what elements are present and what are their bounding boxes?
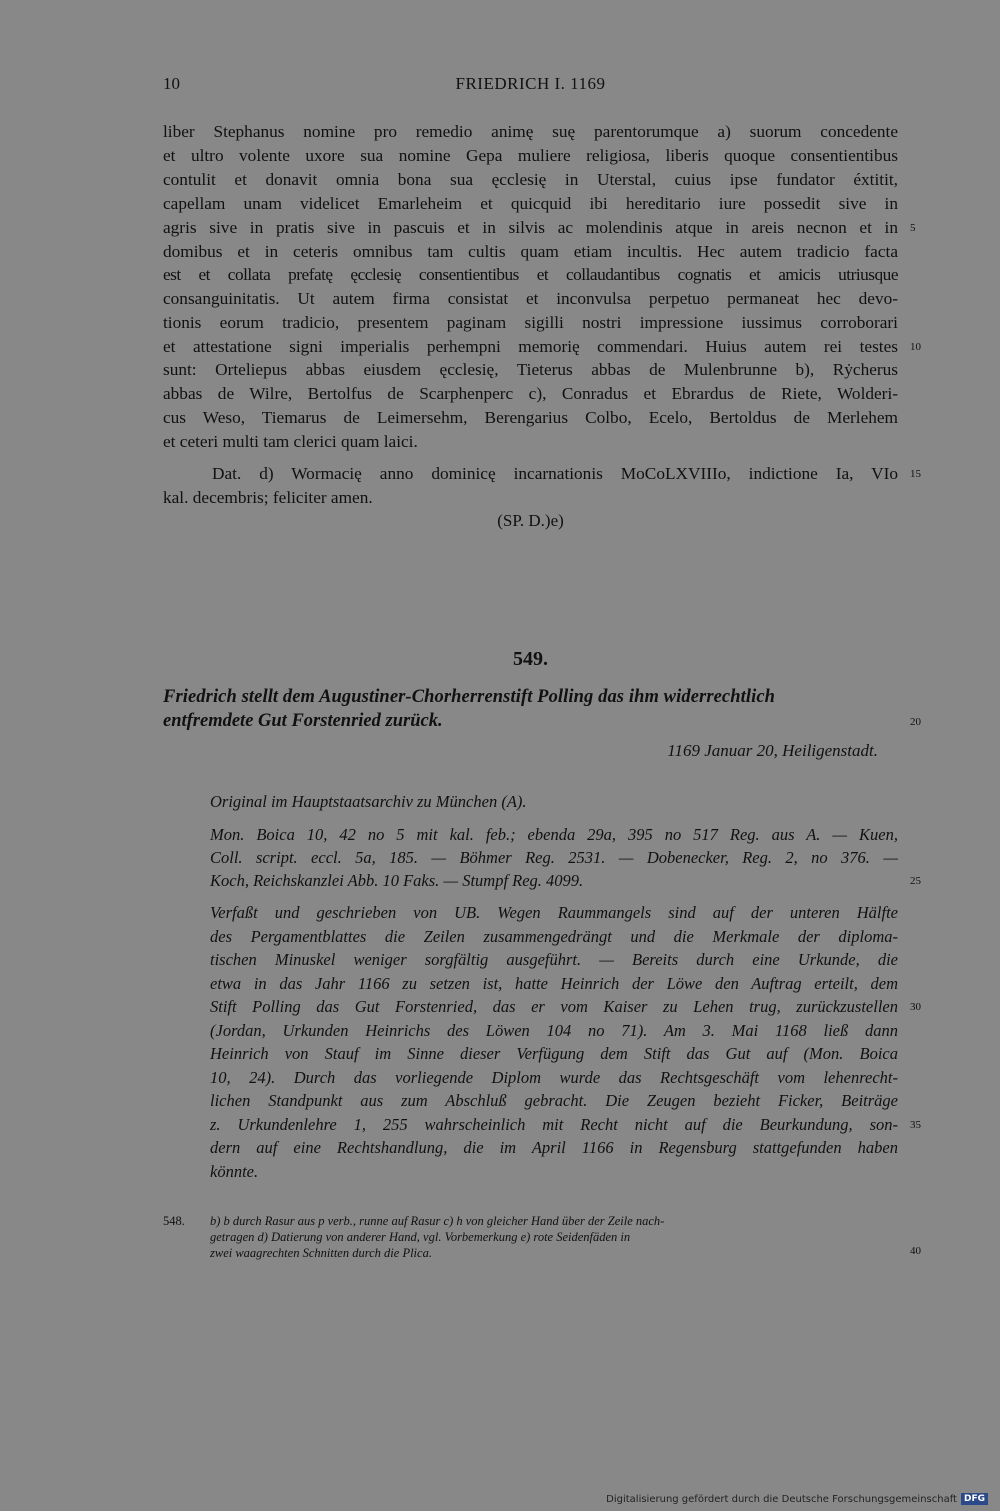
digitization-credit[interactable] bbox=[606, 1493, 988, 1505]
commentary-line: des Pergamentblattes die Zeilen zusammengedrängt und die Merkmale der diploma- bbox=[210, 927, 898, 946]
commentary-line: z. Urkundenlehre 1, 255 wahrscheinlich mit Recht nicht auf die Beurkundung, son- bbox=[210, 1115, 898, 1134]
text-line: capellam unam videlicet Emarleheim et quicquid ibi hereditario iure possedit sive in bbox=[163, 194, 898, 213]
footnote-label: 548. bbox=[163, 1214, 185, 1228]
text-line: abbas de Wilre, Bertolfus de Scarphenperc c), Conradus et Ebrardus de Riete, Wolderi- bbox=[163, 384, 898, 403]
editions-line: Koch, Reichskanzlei Abb. 10 Faks. — Stumpf Reg. 4099. bbox=[210, 871, 584, 890]
commentary-line: könnte. bbox=[210, 1162, 259, 1181]
commentary-line: (Jordan, Urkunden Heinrichs des Löwen 104 no 71). Am 3. Mai 1168 ließ dann bbox=[210, 1021, 898, 1040]
document-number: 549. bbox=[513, 648, 548, 670]
dating-line: Dat. d) Wormacię anno dominicę incarnationis MoCoLXVIIIo, indictione Ia, VIo bbox=[212, 464, 898, 483]
commentary-line: tischen Minuskel weniger sorgfältig ausgeführt. — Bereits durch eine Urkunde, die bbox=[210, 950, 898, 969]
dfg-logo: DFG bbox=[961, 1493, 988, 1505]
text-line: et ultro volente uxore sua nomine Gepa muliere religiosa, liberis quoque consentientibus bbox=[163, 146, 898, 165]
regest-line: Friedrich stellt dem Augustiner-Chorherrenstift Polling das ihm widerrechtlich bbox=[163, 687, 776, 707]
text-line: contulit et donavit omnia bona sua ęcclesię in Uterstal, cuius ipse fundator éxtitit, bbox=[163, 170, 898, 189]
commentary-line: dern auf eine Rechtshandlung, die im April 1166 in Regensburg stattgefunden haben bbox=[210, 1138, 898, 1157]
dating-line: kal. decembris; feliciter amen. bbox=[163, 488, 373, 507]
source-line: Original im Hauptstaatsarchiv zu München (A). bbox=[210, 792, 527, 811]
regest-line: entfremdete Gut Forstenried zurück. bbox=[163, 711, 443, 731]
footnote-line: getragen d) Datierung von anderer Hand, vgl. Vorbemerkung e) rote Seidenfäden in bbox=[210, 1230, 631, 1244]
running-head bbox=[163, 74, 898, 98]
text-line: liber Stephanus nomine pro remedio animę suę parentorumque a) suorum concedente bbox=[163, 122, 898, 141]
line-number: 30 bbox=[910, 1001, 921, 1013]
commentary-line: 10, 24). Durch das vorliegende Diplom wurde das Rechtsgeschäft vom lehenrecht- bbox=[210, 1068, 898, 1087]
text-line: sunt: Orteliepus abbas eiusdem ęcclesię, Tieterus abbas de Mulenbrunne b), Rẏcherus bbox=[163, 360, 898, 379]
seal-note: (SP. D.)e) bbox=[497, 511, 564, 530]
page-number: 10 bbox=[163, 74, 180, 93]
line-number: 10 bbox=[910, 341, 921, 353]
date-place: 1169 Januar 20, Heiligenstadt. bbox=[667, 741, 878, 760]
commentary-line: Stift Polling das Gut Forstenried, das er vom Kaiser zu Lehen trug, zurückzustellen bbox=[210, 997, 898, 1016]
editions-line: Coll. script. eccl. 5a, 185. — Böhmer Reg. 2531. — Dobenecker, Reg. 2, no 376. — bbox=[210, 848, 898, 867]
line-number: 25 bbox=[910, 875, 921, 887]
footnote-line: zwei waagrechten Schnitten durch die Plica. bbox=[210, 1246, 432, 1260]
text-line: et ceteri multi tam clerici quam laici. bbox=[163, 432, 418, 451]
line-number: 5 bbox=[910, 222, 916, 234]
line-number: 20 bbox=[910, 716, 921, 728]
text-line: agris sive in pratis sive in pascuis et in silvis ac molendinis atque in areis necnon et in bbox=[163, 218, 898, 237]
commentary-line: Heinrich von Stauf im Sinne dieser Verfügung dem Stift das Gut auf (Mon. Boica bbox=[210, 1044, 898, 1063]
digitization-note: Digitalisierung gefördert durch die Deutsche Forschungsgemeinschaft bbox=[606, 1493, 957, 1505]
text-line: est et collata prefatę ęcclesię consentientibus et collaudantibus cognatis et amicis utriusque bbox=[163, 265, 898, 284]
text-line: tionis eorum tradicio, presentem paginam sigilli nostri impressione iussimus corroborari bbox=[163, 313, 898, 332]
text-line: consanguinitatis. Ut autem firma consistat et inconvulsa perpetuo permaneat hec devo- bbox=[163, 289, 898, 308]
commentary-line: Verfaßt und geschrieben von UB. Wegen Raummangels sind auf der unteren Hälfte bbox=[210, 903, 898, 922]
commentary-line: etwa in das Jahr 1166 zu setzen ist, hatte Heinrich der Löwe den Auftrag erteilt, dem bbox=[210, 974, 898, 993]
text-line: et attestatione signi imperialis perhempni memorię commendari. Huius autem rei testes bbox=[163, 337, 898, 356]
text-line: cus Weso, Tiemarus de Leimersehm, Berengarius Colbo, Ecelo, Bertoldus de Merlehem bbox=[163, 408, 898, 427]
editions-line: Mon. Boica 10, 42 no 5 mit kal. feb.; ebenda 29a, 395 no 517 Reg. aus A. — Kuen, bbox=[210, 825, 898, 844]
line-number: 15 bbox=[910, 468, 921, 480]
line-number: 35 bbox=[910, 1119, 921, 1131]
commentary-line: lichen Standpunkt aus zum Abschluß gebracht. Die Zeugen bezieht Ficker, Beiträge bbox=[210, 1091, 898, 1110]
footnote-line: b) b durch Rasur aus p verb., runne auf Rasur c) h von gleicher Hand über der Zeile nach- bbox=[210, 1214, 665, 1228]
text-line: domibus et in ceteris omnibus tam cultis quam etiam incultis. Hec autem tradicio facta bbox=[163, 242, 898, 261]
line-number: 40 bbox=[910, 1245, 921, 1257]
running-title: FRIEDRICH I. 1169 bbox=[455, 74, 606, 93]
